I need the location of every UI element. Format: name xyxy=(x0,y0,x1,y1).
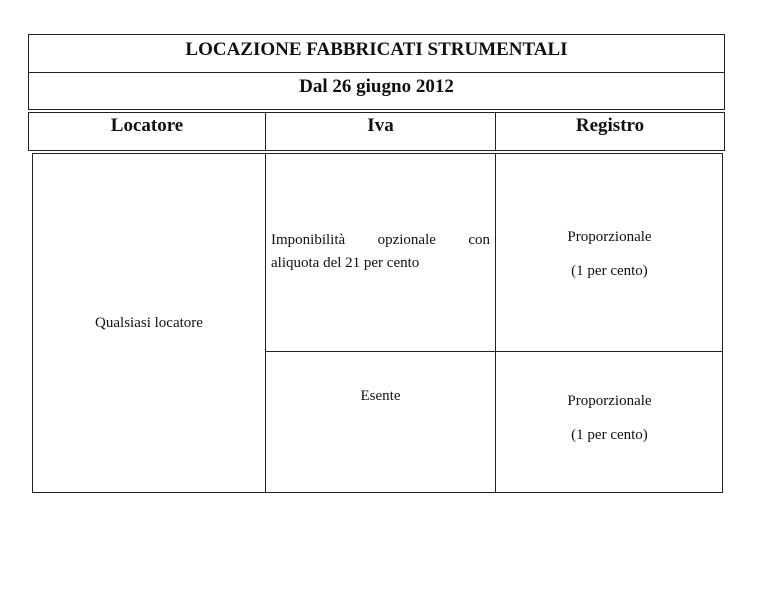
table-date xyxy=(28,72,725,110)
cell-registro-2 xyxy=(496,352,723,492)
iva-line-2: aliquota del 21 per cento xyxy=(271,255,420,271)
table-title xyxy=(28,34,725,73)
registro-2-line-1: Proporzionale xyxy=(567,393,652,409)
locatore-text: Qualsiasi locatore xyxy=(95,314,203,331)
cell-iva-imponibile xyxy=(266,154,496,352)
iva-line-1: Imponibilità opzionale con xyxy=(271,232,490,248)
table-body xyxy=(32,153,723,493)
date-text: Dal 26 giugno 2012 xyxy=(299,76,454,97)
cell-iva-esente xyxy=(266,352,496,492)
header-iva: Iva xyxy=(266,113,496,150)
registro-1-line-1: Proporzionale xyxy=(567,229,652,245)
title-text: LOCAZIONE FABBRICATI STRUMENTALI xyxy=(185,39,568,60)
cell-locatore xyxy=(33,154,266,492)
registro-2-line-2: (1 per cento) xyxy=(571,427,648,443)
table-header-row xyxy=(28,112,725,151)
header-locatore: Locatore xyxy=(29,113,266,150)
header-registro: Registro xyxy=(575,115,645,136)
iva-esente-text: Esente xyxy=(360,388,401,404)
cell-registro-1 xyxy=(496,154,723,352)
registro-1-line-2: (1 per cento) xyxy=(571,263,648,279)
